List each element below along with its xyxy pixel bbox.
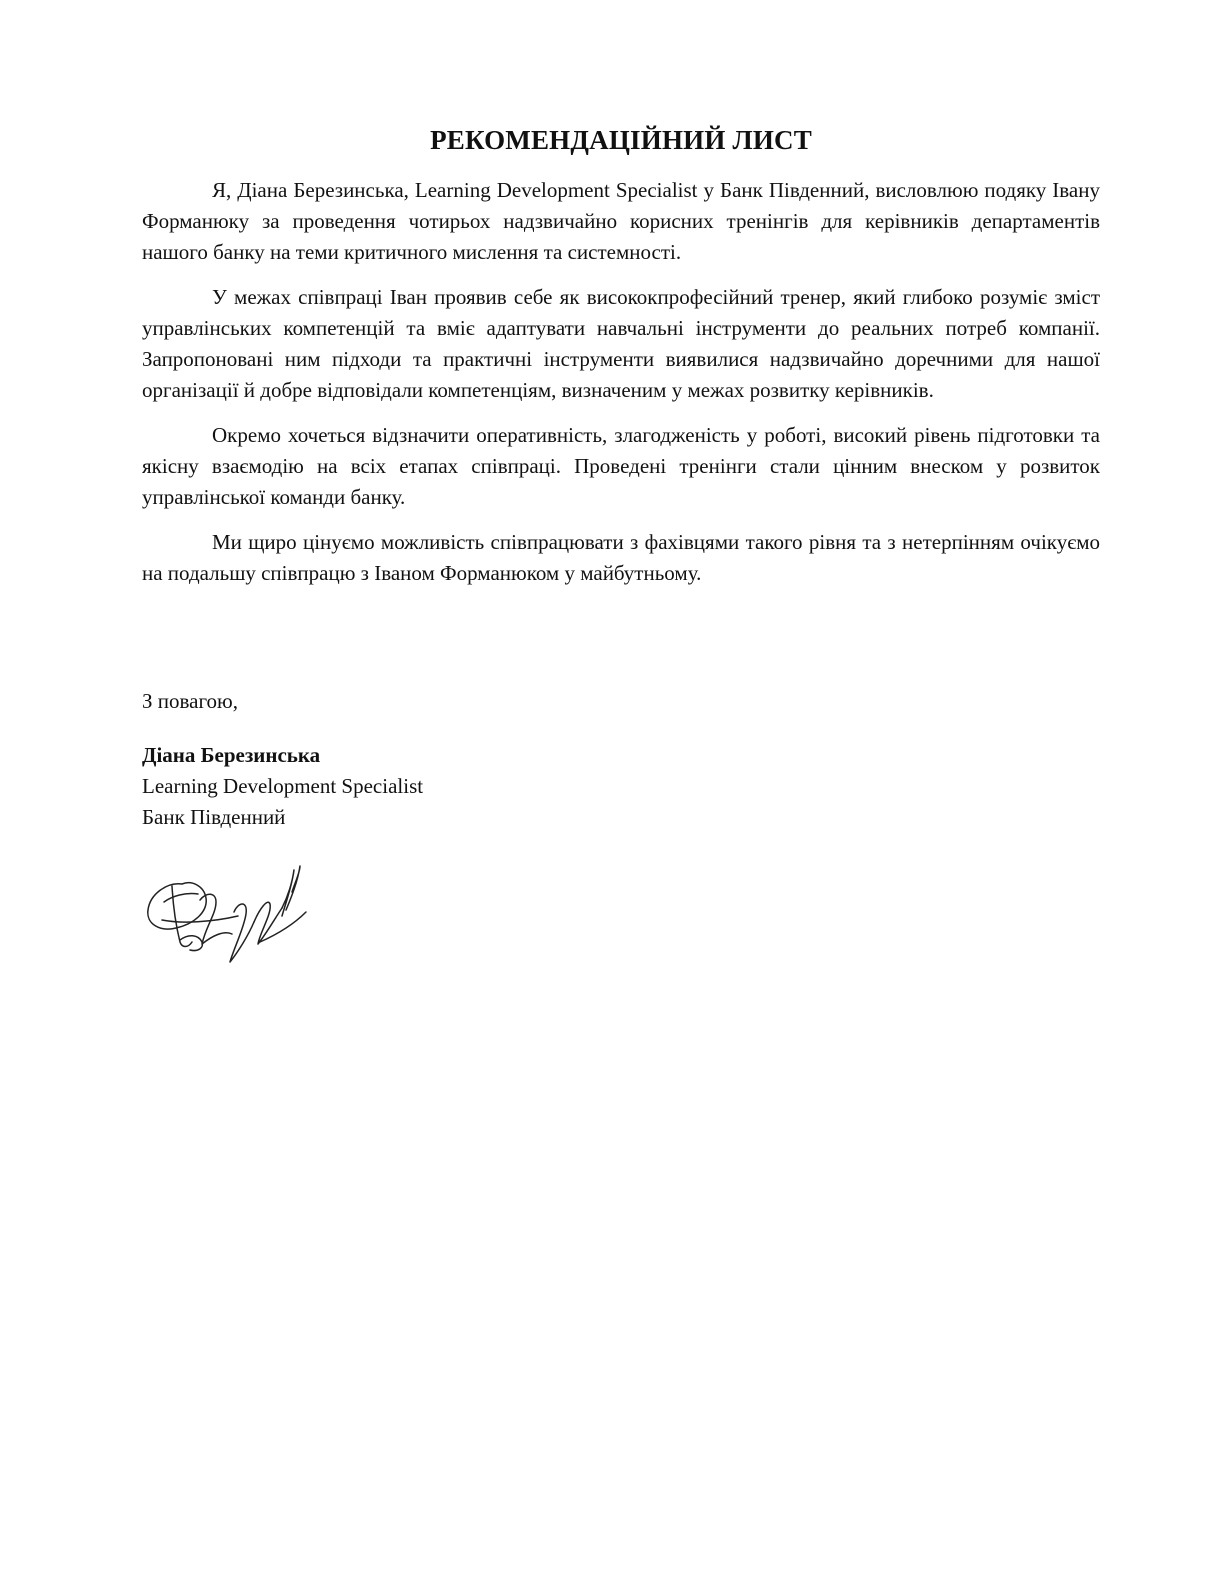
recommendation-letter bbox=[142, 118, 1100, 829]
letter-paragraph-3: Окремо хочеться відзначити оперативність, злагодженість у роботі, високий рівень підготовки та якісну взаємодію на всіх етапах співпраці. Проведені тренінги стали цінним внеском у розвиток управлінської команди банку. bbox=[142, 423, 1100, 509]
handwritten-signature-image bbox=[142, 862, 317, 967]
signatory-block bbox=[142, 740, 642, 833]
letter-paragraph-1: Я, Діана Березинська, Learning Development Specialist у Банк Південний, висловлюю подяку Івану Форманюку за проведення чотирьох надзвичайно корисних тренінгів для керівників департаментів нашого банку на теми критичного мислення та системності. bbox=[142, 178, 1100, 264]
signatory-organization: Банк Південний bbox=[142, 805, 286, 829]
letter-paragraph-4: Ми щиро цінуємо можливість співпрацювати з фахівцями такого рівня та з нетерпінням очікуємо на подальшу співпрацю з Іваном Форманюком у майбутньому. bbox=[142, 530, 1100, 585]
letter-title: РЕКОМЕНДАЦІЙНИЙ ЛИСТ bbox=[430, 125, 812, 155]
closing-phrase: З повагою, bbox=[142, 689, 238, 713]
signatory-position: Learning Development Specialist bbox=[142, 774, 424, 798]
signatory-name: Діана Березинська bbox=[142, 743, 321, 767]
letter-paragraph-2: У межах співпраці Іван проявив себе як висококпрофесійний тренер, який глибоко розуміє зміст управлінських компетенцій та вміє адаптувати навчальні інструменти до реальних потреб компанії. Запропоновані ним підходи та практичні інструменти виявилися надзвичайно доречними для нашої організації й добре відповідали компетенціям, визначеним у межах розвитку керівників. bbox=[142, 285, 1100, 402]
